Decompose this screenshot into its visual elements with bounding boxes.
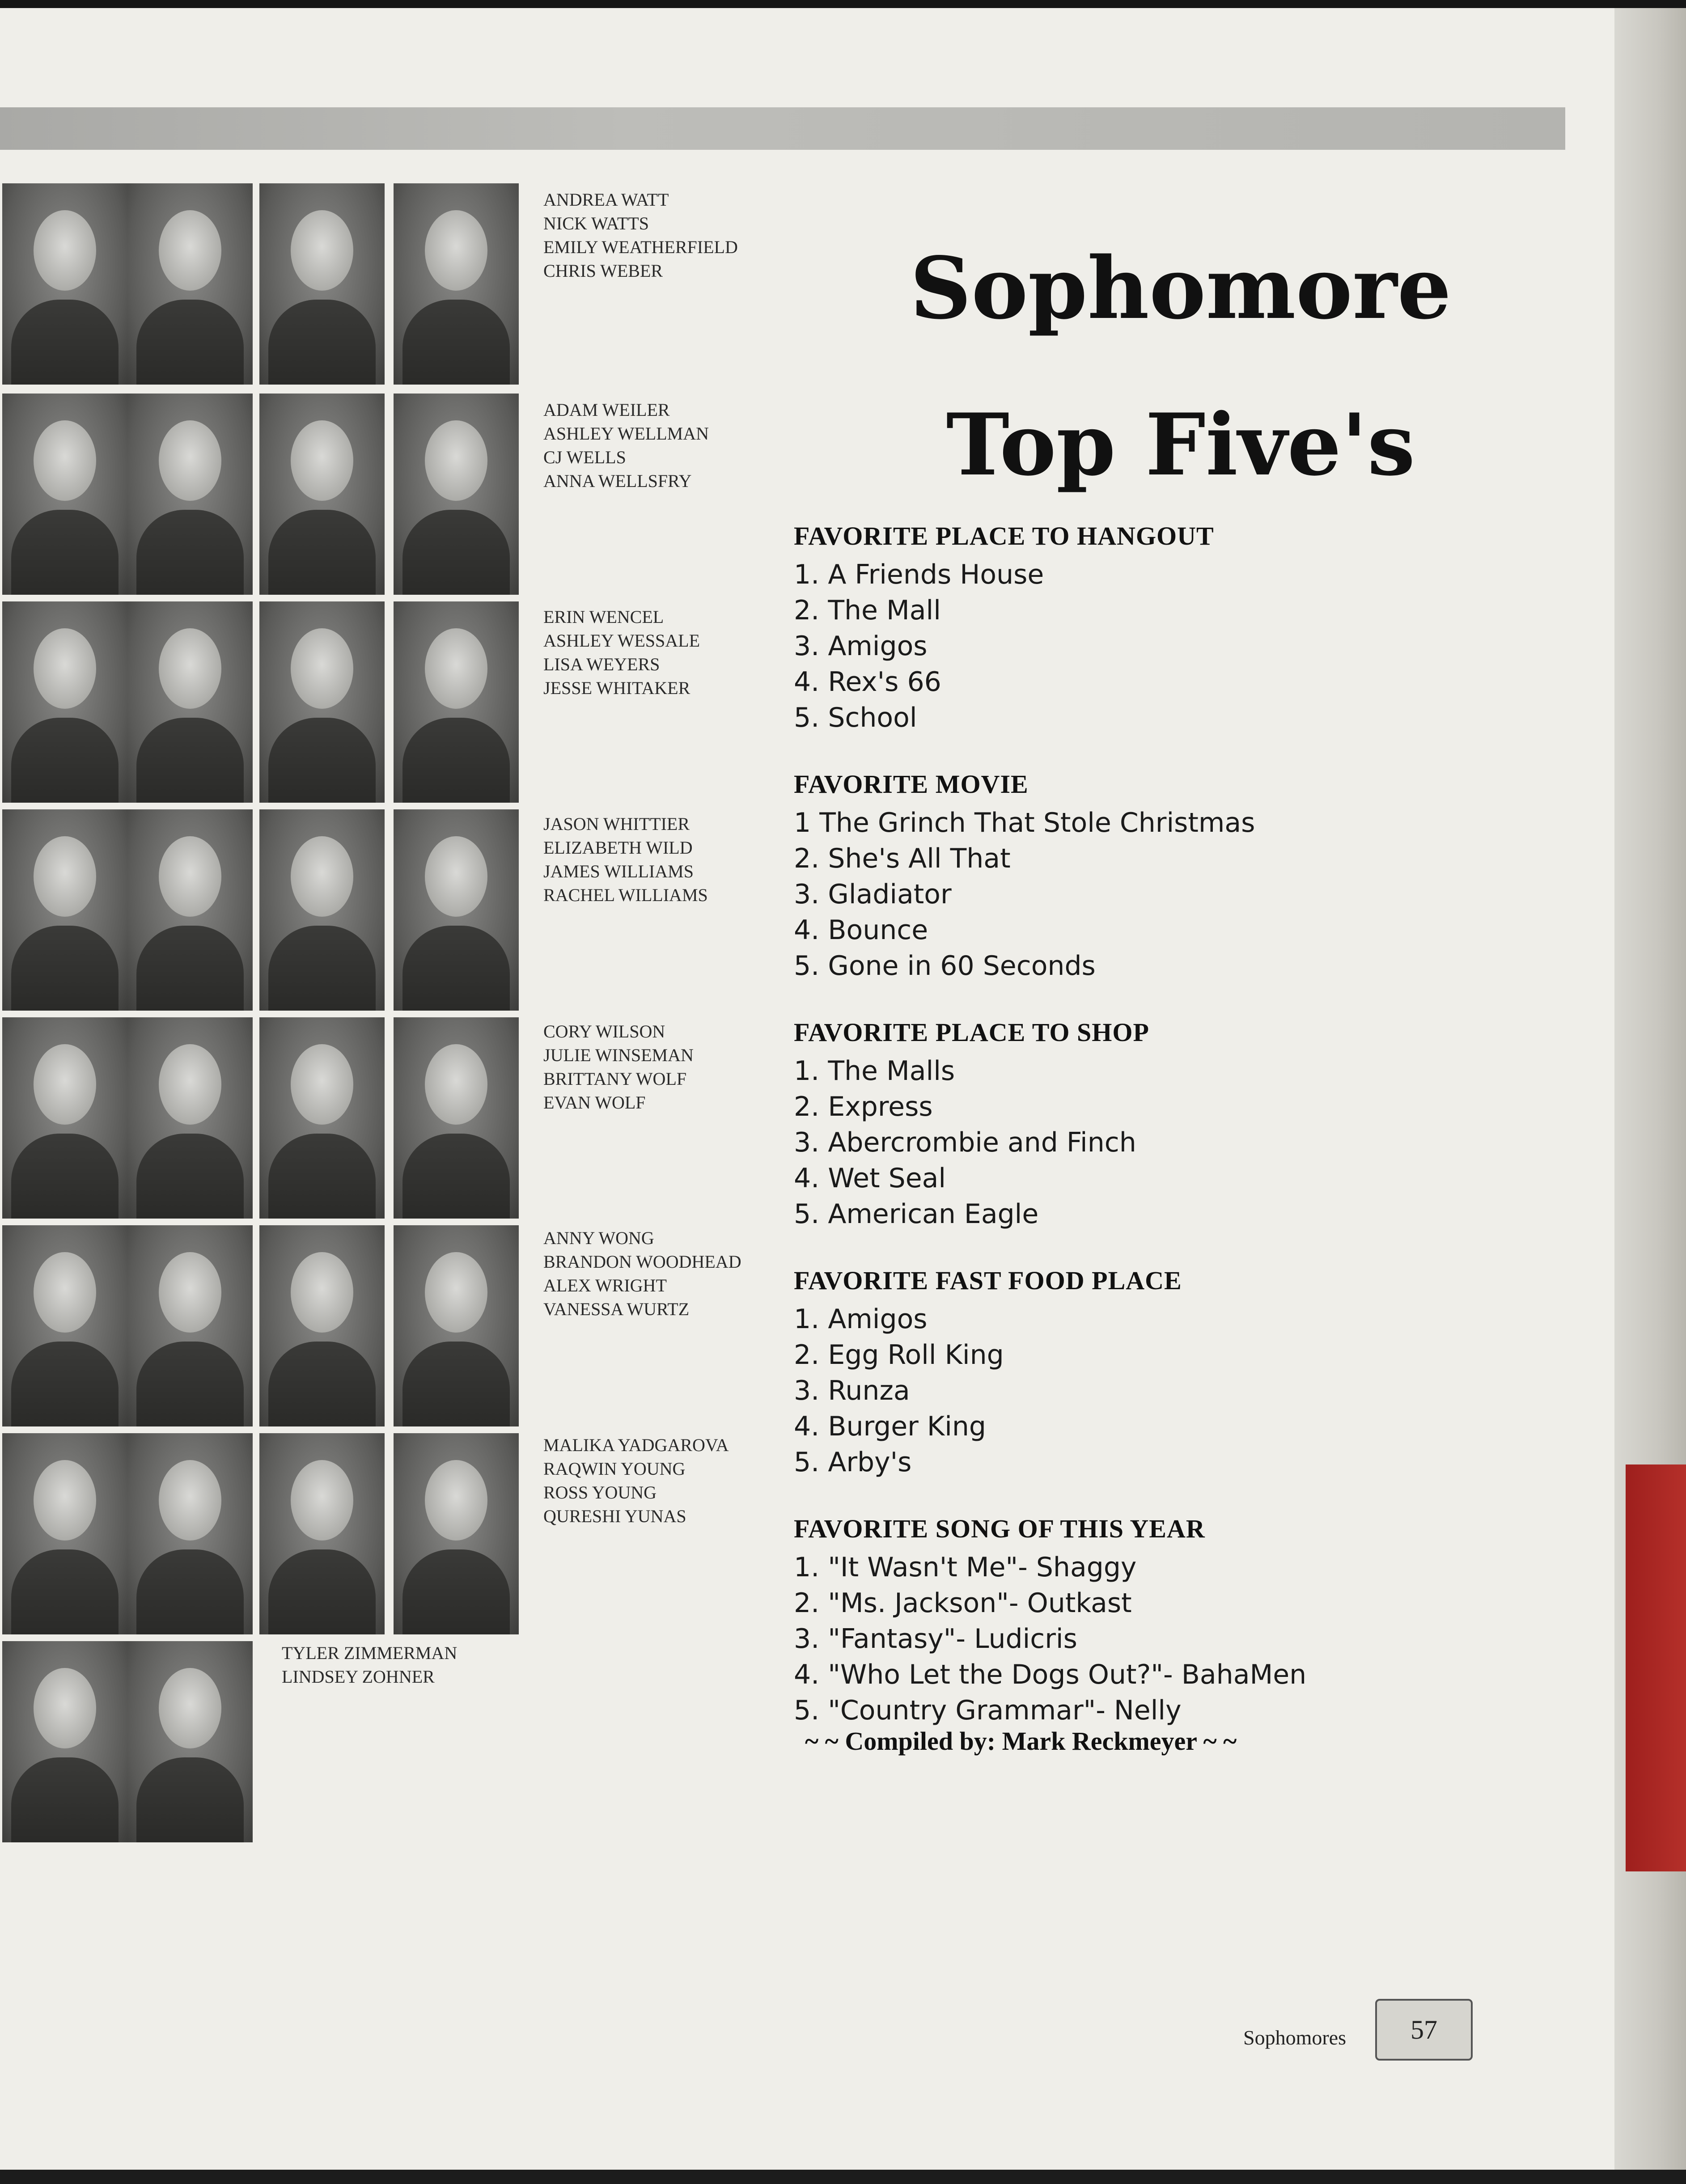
student-portrait (127, 1641, 253, 1842)
student-portrait (259, 1017, 385, 1219)
list-item: 2. Egg Roll King (794, 1339, 1004, 1371)
section-footer-label: Sophomores (1243, 2026, 1346, 2049)
list-item: 5. Arby's (794, 1447, 912, 1478)
student-name: RAQWIN YOUNG (543, 1459, 686, 1479)
list-item: 2. She's All That (794, 843, 1011, 874)
student-portrait (2, 183, 127, 385)
student-name: TYLER ZIMMERMAN (282, 1643, 458, 1663)
top-page-edge (0, 0, 1686, 8)
student-portrait (127, 809, 253, 1011)
student-name: MALIKA YADGAROVA (543, 1435, 729, 1455)
name-group (282, 1641, 457, 1689)
section-list (794, 1053, 1136, 1232)
student-portrait (2, 1641, 127, 1842)
section-list (794, 1301, 1004, 1480)
compiled-by-credit: ~ ~ Compiled by: Mark Reckmeyer ~ ~ (805, 1727, 1237, 1756)
list-item: 3. Abercrombie and Finch (794, 1127, 1136, 1158)
student-name: ASHLEY WESSALE (543, 631, 700, 651)
student-portrait (127, 1225, 253, 1426)
student-name: RACHEL WILLIAMS (543, 885, 708, 905)
student-name: JAMES WILLIAMS (543, 861, 694, 881)
list-item: 4. Rex's 66 (794, 666, 941, 698)
student-name: CHRIS WEBER (543, 261, 663, 281)
student-portrait (2, 1433, 127, 1634)
list-item: 4. "Who Let the Dogs Out?"- BahaMen (794, 1659, 1307, 1690)
student-portrait (127, 1017, 253, 1219)
student-name: CJ WELLS (543, 447, 626, 467)
list-item: 4. Bounce (794, 914, 928, 946)
student-portrait (2, 601, 127, 803)
student-name: JULIE WINSEMAN (543, 1045, 694, 1065)
student-portrait (127, 1433, 253, 1634)
list-item: 3. Amigos (794, 631, 928, 662)
list-item: 1. "It Wasn't Me"- Shaggy (794, 1552, 1137, 1583)
list-item: 5. School (794, 702, 917, 733)
name-group (543, 398, 709, 493)
name-group (543, 1433, 729, 1528)
list-item: 4. Wet Seal (794, 1163, 946, 1194)
student-portrait (259, 1433, 385, 1634)
section-heading: FAVORITE SONG OF THIS YEAR (794, 1514, 1205, 1543)
list-item: 4. Burger King (794, 1411, 986, 1442)
student-portrait (259, 394, 385, 595)
student-portrait (127, 183, 253, 385)
name-group (543, 1226, 741, 1321)
list-item: 1. A Friends House (794, 559, 1044, 590)
student-portrait (127, 601, 253, 803)
student-name: JASON WHITTIER (543, 814, 690, 834)
page-title-line2: Top Five's (946, 395, 1415, 495)
student-name: LINDSEY ZOHNER (282, 1667, 435, 1687)
student-portrait (2, 1017, 127, 1219)
list-item: 2. "Ms. Jackson"- Outkast (794, 1587, 1132, 1619)
list-item: 1. Amigos (794, 1304, 928, 1335)
page-number: 57 (1375, 1999, 1473, 2061)
student-name: ANDREA WATT (543, 190, 669, 210)
student-portrait (394, 394, 519, 595)
student-name: ANNA WELLSFRY (543, 471, 692, 491)
list-item: 5. Gone in 60 Seconds (794, 950, 1096, 982)
student-name: ASHLEY WELLMAN (543, 423, 709, 444)
student-portrait (2, 1225, 127, 1426)
student-name: JESSE WHITAKER (543, 678, 690, 698)
list-item: 2. Express (794, 1091, 933, 1122)
name-group (543, 812, 708, 907)
student-name: CORY WILSON (543, 1021, 665, 1041)
name-group (543, 188, 738, 283)
list-item: 5. American Eagle (794, 1198, 1039, 1230)
student-portrait (259, 601, 385, 803)
red-page-tab (1626, 1464, 1686, 1871)
name-group (543, 1020, 694, 1114)
student-portrait (394, 601, 519, 803)
list-item: 2. The Mall (794, 595, 941, 626)
student-name: BRANDON WOODHEAD (543, 1252, 741, 1272)
section-heading: FAVORITE FAST FOOD PLACE (794, 1266, 1182, 1295)
page-title-line1: Sophomore (910, 238, 1452, 338)
student-portrait (394, 809, 519, 1011)
student-name: BRITTANY WOLF (543, 1069, 687, 1089)
list-item: 1. The Malls (794, 1055, 955, 1087)
student-name: ALEX WRIGHT (543, 1275, 667, 1295)
student-name: EVAN WOLF (543, 1092, 646, 1113)
list-item: 3. Runza (794, 1375, 910, 1406)
student-portrait (259, 183, 385, 385)
student-name: ADAM WEILER (543, 400, 670, 420)
student-name: LISA WEYERS (543, 654, 660, 674)
header-band (0, 107, 1565, 150)
student-portrait (127, 394, 253, 595)
student-name: ERIN WENCEL (543, 607, 664, 627)
list-item: 1 The Grinch That Stole Christmas (794, 807, 1255, 838)
section-heading: FAVORITE PLACE TO SHOP (794, 1018, 1149, 1047)
list-item: 5. "Country Grammar"- Nelly (794, 1695, 1182, 1726)
student-portrait (259, 809, 385, 1011)
student-name: QURESHI YUNAS (543, 1506, 686, 1526)
student-name: EMILY WEATHERFIELD (543, 237, 738, 257)
student-portrait (394, 1225, 519, 1426)
student-name: VANESSA WURTZ (543, 1299, 690, 1319)
student-portrait (394, 1017, 519, 1219)
list-item: 3. "Fantasy"- Ludicris (794, 1623, 1077, 1655)
student-portrait (2, 809, 127, 1011)
section-heading: FAVORITE PLACE TO HANGOUT (794, 521, 1214, 550)
section-heading: FAVORITE MOVIE (794, 770, 1029, 799)
name-group (543, 605, 700, 700)
section-list (794, 1549, 1306, 1728)
bottom-page-edge (0, 2170, 1686, 2184)
student-portrait (394, 183, 519, 385)
student-name: ROSS YOUNG (543, 1482, 657, 1503)
student-name: NICK WATTS (543, 213, 649, 233)
list-item: 3. Gladiator (794, 879, 952, 910)
section-list (794, 557, 1044, 736)
section-list (794, 805, 1255, 984)
student-portrait (2, 394, 127, 595)
student-portrait (259, 1225, 385, 1426)
student-name: ANNY WONG (543, 1228, 654, 1248)
student-name: ELIZABETH WILD (543, 838, 693, 858)
student-portrait (394, 1433, 519, 1634)
